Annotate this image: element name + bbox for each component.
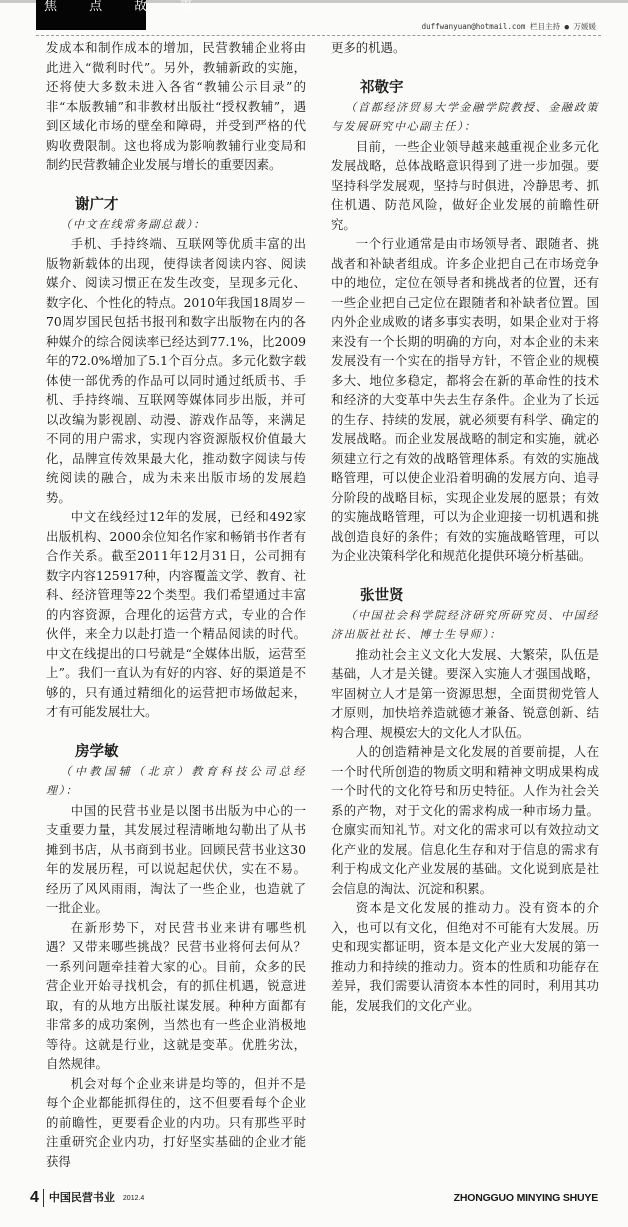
paragraph: 手机、手持终端、互联网等优质丰富的出版物新载体的出现，使得读者阅读内容、阅读媒介、阅读习惯正在发生改变，呈现多元化、数字化、个性化的特点。2010年我国18周岁－70周岁国民包括书报刊和数字出版物在内的各种媒介的综合阅读率已经达到77.1%，比2009年的72.0%增加了5.1个百分点。多元化数字载体使一部优秀的作品可以同时通过纸质书、手机、手持终端、互联网等媒体同步出版，并可以改编为影视剧、动漫、游戏作品等，来满足不同的用户需求，实现内容资源版权价值最大化，品牌宣传效果最大化，推动数字阅读与传统阅读的融合，成为未来出版市场的发展趋势。: [46, 236, 306, 505]
right-intro: [331, 38, 599, 58]
magazine-title-en: ZHONGGUO MINYING SHUYE: [453, 1192, 598, 1204]
speaker-affiliation: （中国社会科学院经济研究所研究员、中国经济出版社社长、博士生导师）：: [331, 608, 599, 641]
paragraph: 中文在线经过12年的发展，已经和492家出版机构、2000余位知名作家和畅销书作者有合作关系。截至2011年12月31日，公司拥有数字内容125917种，内容覆盖文学、教育、社科、经济管理等22个类型。我们希望通过丰富的内容资源，合理化的运营方式，专业的合作伙伴，来全力以赴打造一个精品阅读的时代。中文在线提出的口号就是“全媒体出版，运营至上”。我们一直认为有好的内容、好的渠道是不够的，只有通过精细化的运营把市场做起来，才有可能发展壮大。: [46, 509, 306, 719]
paragraph: 一个行业通常是由市场领导者、跟随者、挑战者和补缺者组成。许多企业把自己在市场竞争中的地位，定位在领导者和挑战者的位置，还有一些企业把自己定位在跟随者和补缺者位置。国内外企业成败的诸多事实表明，如果企业对于将来没有一个长期的明确的方向，对本企业的未来发展没有一个实在的指导方针，不管企业的规模多大、地位多稳定，都将会在新的革命性的技术和经济的大变革中失去生存条件。企业为了长远的生存、持续的发展，就必须要有科学、确定的发展战略。而企业发展战略的制定和实施，就必须建立行之有效的战略管理体系。有效的实施战略管理，可以使企业沿着明确的发展方向、追寻分阶段的战略目标，实现企业发展的愿景；有效的实施战略管理，可以为企业迎接一切机遇和挑战创造良好的条件；有效的实施战略管理，可以为企业决策科学化和规范化提供环境分析基础。: [331, 236, 599, 563]
footer-divider: [43, 1189, 44, 1207]
speaker-name: 张世贤: [360, 587, 404, 604]
section-zhang: [331, 586, 599, 1016]
left-intro: [46, 38, 306, 175]
section-qi: [331, 78, 599, 566]
speaker-affiliation: （中教国辅（北京）教育科技公司总经理）：: [46, 764, 306, 797]
left-column: [46, 38, 306, 1171]
right-column: [331, 38, 599, 1015]
page-number: 4: [30, 1189, 39, 1206]
paragraph: 推动社会主义文化大发展、大繁荣，队伍是基础，人才是关键。要深入实施人才强国战略，牢固树立人才是第一资源思想，全面贯彻党管人才原则，加快培养造就德才兼备、锐意创新、结构合理、规模宏大的文化人才队伍。: [331, 646, 599, 740]
article-body: [0, 36, 628, 1171]
paragraph: 机会对每个企业来讲是均等的，但并不是每个企业都能抓得住的，这不但要看每个企业的前瞻性，更要看企业的内功。只有那些平时注重研究企业内功，打好坚实基础的企业才能获得: [46, 1075, 306, 1169]
paragraph: 目前，一些企业领导越来越重视企业多元化发展战略，总体战略意识得到了进一步加强。要坚持科学发展观，坚持与时俱进，冷静思考、抓住机遇、防范风险，做好企业发展的前瞻性研究。: [331, 138, 599, 232]
column-editor: duffwanyuan@hotmail.com 栏目主持 ● 万媛媛: [421, 22, 596, 31]
speaker-name: 房学敏: [75, 743, 119, 760]
header-rule: [36, 35, 601, 36]
speaker-affiliation: （中文在线常务副总裁）：: [60, 217, 206, 231]
speaker-name: 祁敬宇: [360, 79, 404, 96]
paragraph: 资本是文化发展的推动力。没有资本的介入，也可以有文化，但绝对不可能有大发展。历史和现实都证明，资本是文化产业大发展的第一推动力和持续的推动力。资本的性质和功能存在差异，我们需要认清资本本性的同时，利用其功能，发展我们的文化产业。: [331, 900, 599, 1013]
paragraph: 人的创造精神是文化发展的首要前提，人在一个时代所创造的物质文明和精神文明成果构成一个时代的文化符号和历史特征。人作为社会关系的产物，对于文化的需求构成一种市场力量。仓廪实而知礼节。对文化的需求可以有效拉动文化产业的发展。信息化生存和对于信息的需求有利于构成文化产业发展的基础。文化说到底是社会信息的淘汰、沉淀和积累。: [331, 744, 599, 896]
paragraph: 中国的民营书业是以图书出版为中心的一支重要力量，其发展过程清晰地勾勒出了从书摊到书店，从书商到书业。回顾民营书业这30年的发展历程，可以说起起伏伏，实在不易。经历了风风雨雨，淘汰了一些企业，也造就了一批企业。: [46, 802, 306, 915]
section-xie: [46, 195, 306, 722]
speaker-name: 谢广才: [75, 196, 119, 213]
speaker-affiliation: （首都经济贸易大学金融学院教授、金融政策与发展研究中心副主任）：: [331, 100, 599, 133]
page-header: [0, 0, 628, 36]
page-footer: [0, 1171, 628, 1227]
paragraph: 更多的机遇。: [331, 40, 406, 55]
magazine-title: 中国民营书业: [48, 1191, 115, 1204]
issue-number: 2012.4: [122, 1194, 145, 1202]
paragraph: 发成本和制作成本的增加，民营教辅企业将由此进入“微利时代”。另外，教辅新政的实施，还将使大多数未进入各省“教辅公示目录”的非“本版教辅”和非教材出版社“授权教辅”，遇到区域化市场的壁垒和障碍，并受到严格的代购收费限制。这也将成为影响教辅行业变局和制约民营教辅企业发展与增长的重要因素。: [46, 40, 306, 172]
section-tag: 焦 点 故 事: [36, 0, 146, 30]
section-fang: [46, 742, 306, 1172]
paragraph: 在新形势下，对民营书业来讲有哪些机遇？又带来哪些挑战？民营书业将何去何从？一系列问题牵挂着大家的心。目前，众多的民营企业开始寻找机会，有的抓住机遇，锐意进取，有的从地方出版社谋发展。种种方面都有非常多的成功案例，当然也有一些企业消极地等待。这就是行业，这就是变革。优胜劣汰，自然规律。: [46, 919, 306, 1071]
